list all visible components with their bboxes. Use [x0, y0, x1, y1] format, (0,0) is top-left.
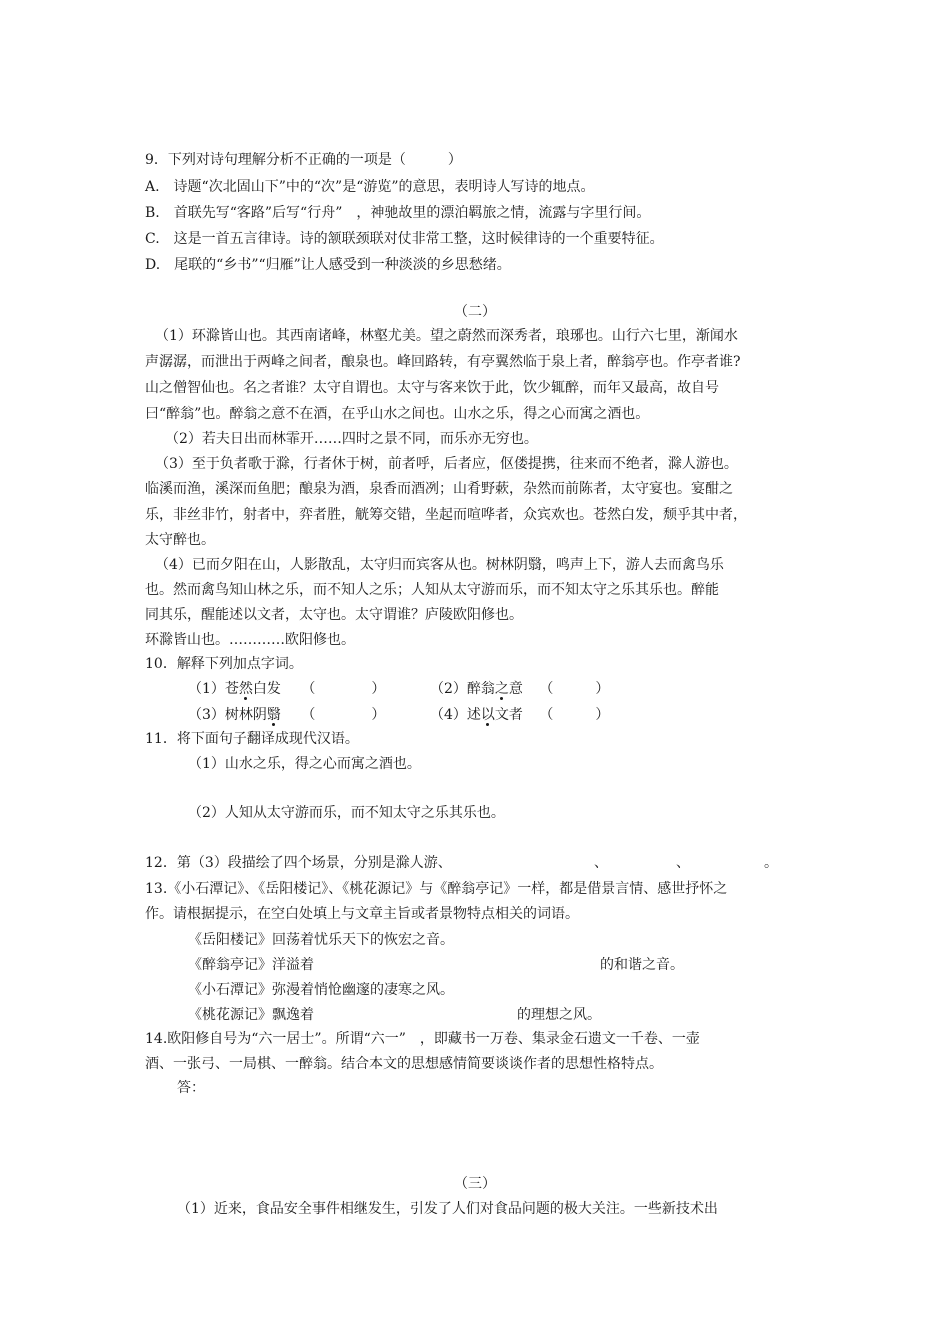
emphasis-dot: 然	[238, 681, 253, 697]
q13-stem: 作。请根据提示，在空白处填上与文章主旨或者景物特点相关的词语。	[145, 906, 579, 922]
passage-line: （2）若夫日出而林霏开……四时之景不同，而乐亦无穷也。	[165, 431, 538, 447]
q11-item: （2）人知从太守游而乐，而不知太守之乐其乐也。	[188, 805, 505, 821]
q9-option-d: D. 尾联的“乡书”“归雁”让人感受到一种淡淡的乡思愁绪。	[145, 257, 511, 273]
passage-line: （3）至于负者歌于滁，行者休于树，前者呼，后者应，伛偻提携，往来而不绝者，滁人游也。	[155, 456, 738, 472]
q10-stem: 10．解释下列加点字词。	[145, 656, 303, 672]
q12-end: 。	[764, 855, 778, 871]
passage-line: （1）环滁皆山也。其西南诸峰，林壑尤美。望之蔚然而深秀者，琅琊也。山行六七里，渐闻水	[155, 328, 738, 344]
q10-item: （1）苍然白发 （ ）	[188, 681, 386, 697]
passage-line: 太守醉也。	[145, 532, 215, 548]
q13-item: 《岳阳楼记》回荡着忧乐天下的恢宏之音。	[188, 932, 454, 948]
q13-stem: 13.《小石潭记》、《岳阳楼记》、《桃花源记》与《醉翁亭记》一样，都是借景言情、感世抒怀之	[145, 881, 728, 897]
q14-stem: 酒、一张弓、一局棋、一醉翁。结合本文的思想感情简要谈谈作者的思想性格特点。	[145, 1056, 663, 1072]
passage-line: 乐，非丝非竹，射者中，弈者胜，觥筹交错，坐起而喧哗者，众宾欢也。苍然白发，颓乎其中者，	[145, 507, 747, 523]
q9-stem: 9．下列对诗句理解分析不正确的一项是（ ）	[145, 152, 462, 168]
passage-line: （1）近来，食品安全事件相继发生，引发了人们对食品问题的极大关注。一些新技术出	[177, 1201, 718, 1217]
q12-separator: 、	[594, 855, 608, 871]
q14-answer-label: 答：	[177, 1080, 205, 1096]
emphasis-dot: 以	[480, 707, 495, 723]
q12-separator: 、	[676, 855, 690, 871]
passage-line: 曰“醉翁”也。醉翁之意不在酒，在乎山水之间也。山水之乐，得之心而寓之酒也。	[145, 406, 650, 422]
q13-item-end: 的和谐之音。	[600, 957, 684, 973]
passage-line: （4）已而夕阳在山，人影散乱，太守归而宾客从也。树林阴翳，鸣声上下，游人去而禽鸟乐	[155, 557, 724, 573]
passage-line: 也。然而禽鸟知山林之乐，而不知人之乐；人知从太守游而乐，而不知太守之乐其乐也。醉能	[145, 582, 719, 598]
passage-summary: 环滁皆山也。…………欧阳修也。	[145, 632, 355, 648]
section2-heading: （二）	[454, 304, 496, 320]
q10-item: （3）树林阴翳 （ ）	[188, 707, 386, 723]
q9-option-a: A. 诗题“次北固山下”中的“次”是“游览”的意思，表明诗人写诗的地点。	[145, 179, 595, 195]
q13-item: 《小石潭记》弥漫着悄怆幽邃的凄寒之风。	[188, 982, 454, 998]
q13-item: 《桃花源记》飘逸着	[188, 1007, 314, 1023]
q9-option-b: B. 首联先写“客路”后写“行舟” ，神驰故里的漂泊羁旅之情，流露与字里行间。	[145, 205, 651, 221]
passage-line: 同其乐，醒能述以文者，太守也。太守谓谁？庐陵欧阳修也。	[145, 607, 523, 623]
q11-item: （1）山水之乐，得之心而寓之酒也。	[188, 756, 421, 772]
q14-stem: 14.欧阳修自号为“六一居士”。所谓“六一” ，即藏书一万卷、集录金石遗文一千卷、一壶	[145, 1031, 700, 1047]
passage-line: 声潺潺，而泄出于两峰之间者，酿泉也。峰回路转，有亭翼然临于泉上者，醉翁亭也。作亭者谁?	[145, 354, 741, 370]
emphasis-dot: 翳	[266, 707, 281, 723]
passage-line: 山之僧智仙也。名之者谁？太守自谓也。太守与客来饮于此，饮少辄醉，而年又最高，故自号	[145, 380, 719, 396]
q9-option-c: C. 这是一首五言律诗。诗的颔联颈联对仗非常工整，这时候律诗的一个重要特征。	[145, 231, 664, 247]
q13-item: 《醉翁亭记》洋溢着	[188, 957, 314, 973]
passage-line: 临溪而渔，溪深而鱼肥；酿泉为酒，泉香而酒冽；山肴野蔌，杂然而前陈者，太守宴也。宴酣之	[145, 481, 733, 497]
q13-item-end: 的理想之风。	[517, 1007, 601, 1023]
q11-stem: 11．将下面句子翻译成现代汉语。	[145, 731, 359, 747]
emphasis-dot: 之	[494, 681, 509, 697]
q12-stem: 12．第（3）段描绘了四个场景，分别是滁人游、	[145, 855, 452, 871]
section3-heading: （三）	[454, 1176, 496, 1192]
q10-item: （4）述以文者 （ ）	[430, 707, 610, 723]
q10-item: （2）醉翁之意 （ ）	[430, 681, 610, 697]
